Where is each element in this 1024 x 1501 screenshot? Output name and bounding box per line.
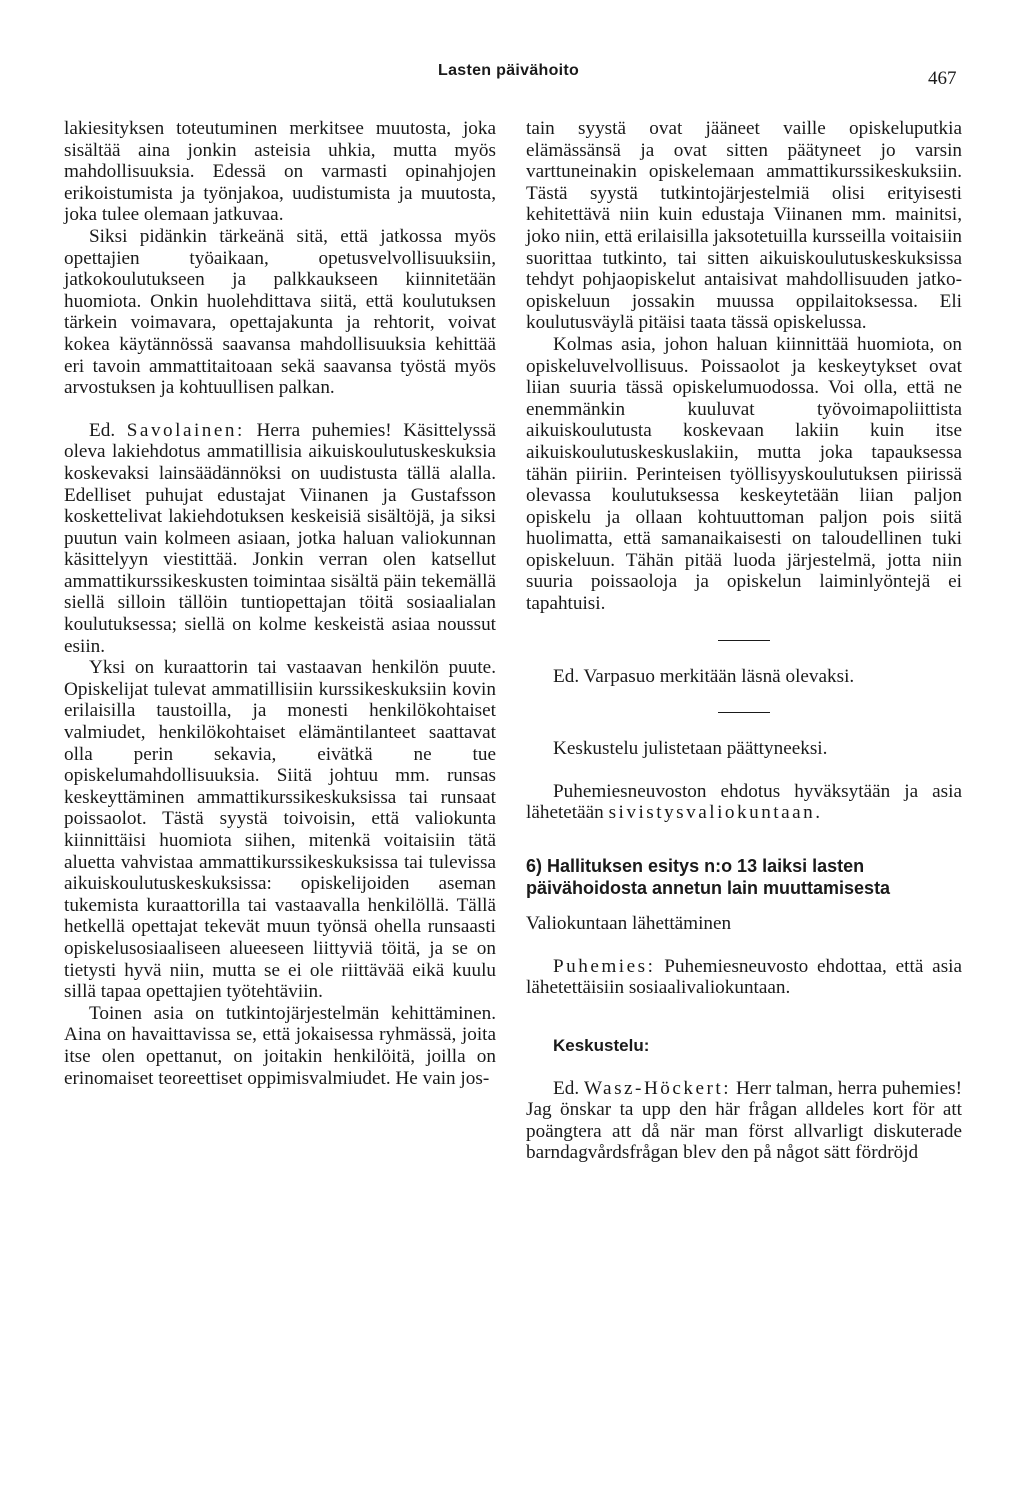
left-paragraph-5: Toinen asia on tutkintojärjestelmän kehittäminen. Aina on havaittavissa se, että jokaisessa ryhmässä, joita itse olen opettanut, on joitakin henkilöitä, joilla on erinomaiset teoreettiset oppimisvalmiudet. He vain jos- bbox=[64, 1002, 496, 1089]
debate-closed-note: Keskustelu julistetaan päättyneeksi. bbox=[553, 738, 828, 760]
speech-text: Herra puhemies! Käsittelyssä oleva lakiehdotus ammatillisia aikuiskoulutuskeskuksia koskevaksi lainsäädännöksi on uudistusta tällä alalla. Edelliset puhujat edustajat Viinanen ja Gustafsson koskettelivat lakiehdotuksen keskeisiä sisältöjä, ja siksi puutun vain kolmeen asiaan, jotka haluan valiokunnan käsittelyyn viestittää. Jonkin verran olen katsellut ammattikurssikeskusten toimintaa sisältä päin tekemällä siellä silloin tällöin tuntiopettajan töitä sosiaalialan koulutuksessa; siellä on kolme keskeistä asiaa noussut esiin. bbox=[64, 419, 497, 657]
speaker-prefix: Ed. bbox=[553, 1077, 580, 1099]
agenda-subheading: Valiokuntaan lähettäminen bbox=[526, 913, 732, 935]
section-divider-1 bbox=[718, 640, 770, 641]
speaker-paragraph-puhemies bbox=[526, 956, 962, 999]
attendance-note: Ed. Varpasuo merkitään läsnä olevaksi. bbox=[553, 665, 855, 687]
left-paragraph-3 bbox=[64, 420, 496, 658]
committee-name: sivistysvaliokuntaan. bbox=[608, 802, 823, 824]
decision-paragraph bbox=[526, 781, 962, 824]
decision-text: Puhemiesneuvoston ehdotus hyväksytään ja asia lähetetään bbox=[526, 780, 962, 824]
discussion-label: Keskustelu: bbox=[553, 1036, 650, 1055]
right-column bbox=[526, 118, 962, 1164]
left-paragraph-2: Siksi pidänkin tärkeänä sitä, että jatkossa myös opettajien työaikaan, opetusvelvollisuuksiin, jatkokoulutukseen ja palkkaukseen kiinnitetään huomiota. Onkin huolehdittava siitä, että koulutuksen tärkein voimavara, opettajakunta ja rehtorit, voivat kokea käytännössä saavansa mahdollisuuksia kehittää eri tavoin ammattitaitoaan sekä saavansa työstä myös arvostuksen ja kohtuullisen palkan. bbox=[64, 225, 496, 399]
speech-text: Herr talman, herra puhemies! Jag önskar ta upp den här frågan alldeles kort för att poängtera att då när man först allvarligt diskuterade barndagvårdsfrågan blev den på något sätt fördröjd bbox=[526, 1077, 962, 1164]
running-title: Lasten päivähoito bbox=[438, 62, 580, 79]
speaker-name-savolainen: Savolainen: bbox=[126, 419, 245, 441]
speaker-paragraph-wasz-hockert bbox=[526, 1078, 962, 1164]
section-divider-2 bbox=[718, 712, 770, 713]
left-paragraph-4: Yksi on kuraattorin tai vastaavan henkilön puute. Opiskelijat tulevat ammatillisiin kurssikeskuksiin kovin erilaisilla taustoilla, ja monesti henkilökohtaiset valmiudet, henkilökohtaiset elämäntilanteet saattavat olla perin sekavia, eivätkä ne tue opiskelumahdollisuuksia. Siitä johtuu mm. runsas keskeyttäminen ammattikurssikeskuksissa tai runsaat poissaolot. Tästä syystä toivoisin, että valiokunta kiinnittäisi huomiota siihen, mitenkä voitaisiin tätä aluetta vahvistaa ammattikurssikeskuksissa tai tulevissa aikuiskoulutuskeskuksissa: opiskelijoiden aseman tukemista kuraattorilla tai vastaavalla henkilöllä. Tällä hetkellä opettajat tekevät muun työnsä ohella runsaasti opiskelusosiaaliseen alueeseen liittyviä töitä, ja se on tietysti hyvä niin, mutta se ei ole riittävää eikä kuulu sillä tapaa opettajien työtehtäviin. bbox=[64, 657, 496, 1003]
left-paragraph-1: lakiesityksen toteutuminen merkitsee muutosta, joka sisältää aina jonkin asteisia uhkia, mutta myös mahdollisuuksia. Edessä on varmasti opinahjojen erikoistumista ja työnjakoa, uudistumista ja muutosta, joka tulee olemaan jatkuvaa. bbox=[64, 118, 496, 226]
agenda-item-heading: 6) Hallituksen esitys n:o 13 laiksi lasten päivähoidosta annetun lain muuttamisesta bbox=[526, 856, 891, 898]
speaker-name-wasz-hockert: Wasz-Höckert: bbox=[583, 1077, 732, 1099]
speaker-prefix: Ed. bbox=[89, 419, 116, 441]
page-number: 467 bbox=[928, 68, 957, 89]
right-paragraph-2: Kolmas asia, johon haluan kiinnittää huomiota, on opiskeluvelvollisuus. Poissaolot ja keskeytykset ovat liian suuria tässä opiskelumuodossa. Voi olla, että ne enemmänkin kuuluvat työvoimapoliittista aikuiskoulutusta koskevaan lakiin kuin itse aikuiskoulutuskeskuslakiin, mutta joka tapauksessa tähän piiriin. Perinteisen työllisyyskoulutuksen piirissä olevassa koulutuksessa keskeytetään liian paljon opiskelu ja ollaan kohtuuttoman paljon pois siitä huolimatta, että samanaikaisesti on taloudellinen tuki opiskeluun. Tähän pitää luoda järjestelmä, jotta niin suuria poissaoloja ja opiskelun laiminlyöntejä ei tapahtuisi. bbox=[526, 333, 962, 615]
running-header bbox=[0, 62, 1024, 89]
speaker-name-puhemies: Puhemies: bbox=[553, 955, 656, 977]
speech-text: Puhemiesneuvosto ehdottaa, että asia lähetettäisiin sosiaalivaliokuntaan. bbox=[526, 955, 963, 999]
left-column bbox=[64, 118, 496, 1089]
right-paragraph-1: tain syystä ovat jääneet vaille opiskeluputkia elämässänsä ja ovat sitten päätyneet jo varsin varttuneinakin opiskelemaan ammattikurssikeskuksiin. Tästä syystä tutkintojärjestelmiä olisi erityisesti kehitettävä niin kuin edustaja Viinanen mm. mainitsi, joko niin, että erilaisilla jaksotetuilla kursseilla voitaisiin suorittaa tutkinto, tai sitten aikuiskoulutuskeskuksissa tehdyt pohjaopiskelut antaisivat mahdollisuuden jatko-opiskeluun jossakin muussa oppilaitoksessa. Eli koulutusväylä pitäisi taata tässä opiskelussa. bbox=[526, 118, 962, 334]
